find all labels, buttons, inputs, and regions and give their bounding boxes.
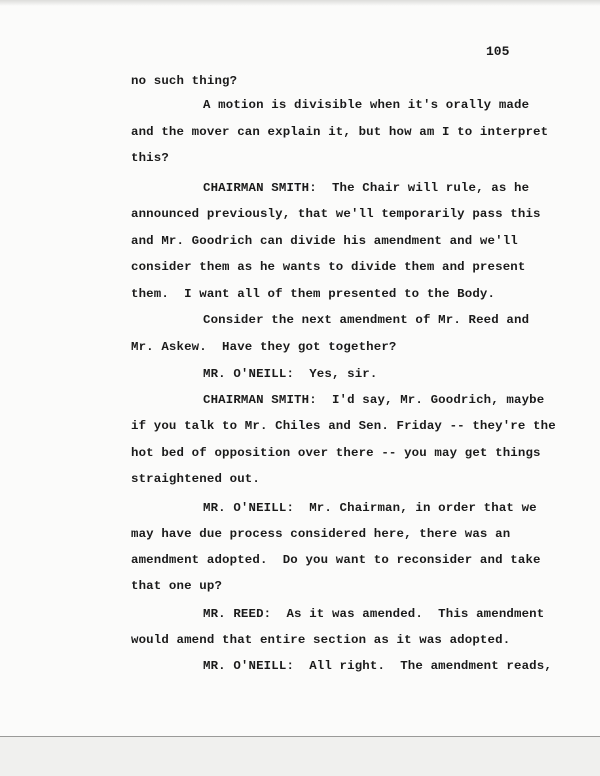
top-edge-shadow [0, 0, 600, 6]
bottom-scan-margin [0, 737, 600, 776]
text-line: may have due process considered here, there was an [131, 527, 511, 541]
text-line: no such thing? [131, 74, 238, 88]
text-line: MR. O'NEILL: All right. The amendment reads, [203, 659, 552, 673]
text-line: consider them as he wants to divide them and present [131, 260, 526, 274]
text-line: that one up? [131, 579, 223, 593]
text-line: CHAIRMAN SMITH: I'd say, Mr. Goodrich, maybe [203, 393, 545, 407]
text-line: Mr. Askew. Have they got together? [131, 340, 397, 354]
page-number: 105 [486, 44, 510, 59]
text-line: announced previously, that we'll temporarily pass this [131, 207, 541, 221]
text-line: and Mr. Goodrich can divide his amendment and we'll [131, 234, 518, 248]
text-line: MR. O'NEILL: Mr. Chairman, in order that we [203, 501, 537, 515]
text-line: would amend that entire section as it was adopted. [131, 633, 511, 647]
text-line: this? [131, 151, 169, 165]
text-line: MR. O'NEILL: Yes, sir. [203, 367, 378, 381]
text-line: MR. REED: As it was amended. This amendment [203, 607, 545, 621]
text-line: Consider the next amendment of Mr. Reed and [203, 313, 530, 327]
text-line: them. I want all of them presented to the Body. [131, 287, 496, 301]
text-line: A motion is divisible when it's orally made [203, 98, 530, 112]
text-line: CHAIRMAN SMITH: The Chair will rule, as he [203, 181, 530, 195]
text-line: straightened out. [131, 472, 260, 486]
text-line: and the mover can explain it, but how am I to interpret [131, 125, 549, 139]
text-line: hot bed of opposition over there -- you may get things [131, 446, 541, 460]
text-line: if you talk to Mr. Chiles and Sen. Friday -- they're the [131, 419, 556, 433]
text-line: amendment adopted. Do you want to reconsider and take [131, 553, 541, 567]
